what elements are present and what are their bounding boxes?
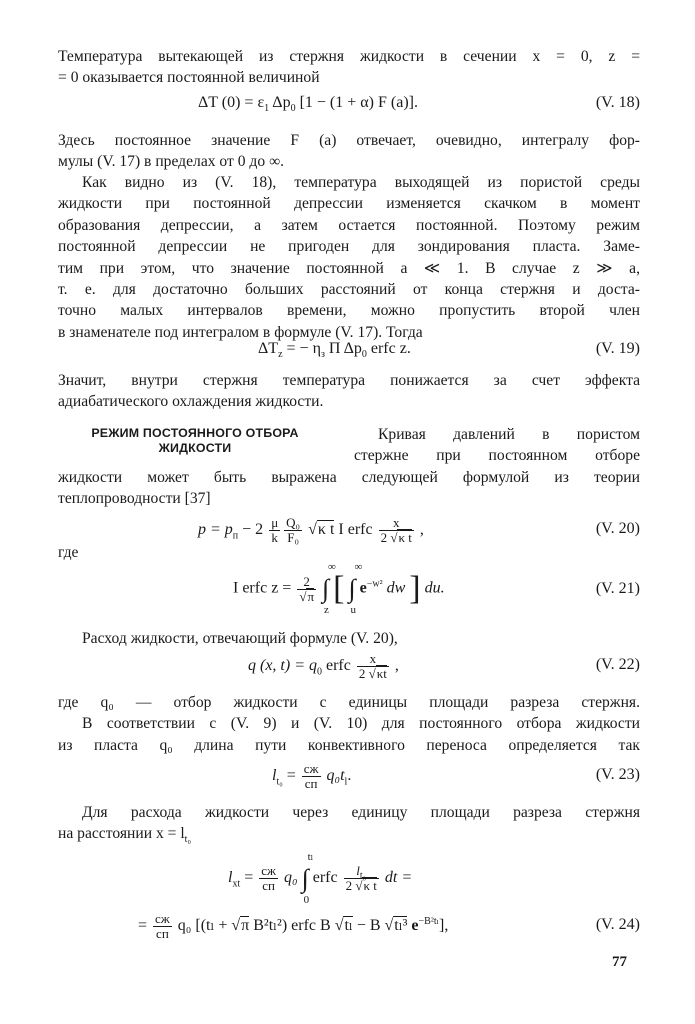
text-line: Температура вытекающей из стержня жидкости в сечении x = 0, z = xyxy=(58,48,640,65)
paragraph-1 xyxy=(58,46,640,89)
text-line: точно малых интервалов времени, можно пропустить второй член xyxy=(58,302,640,320)
equation-number: (V. 22) xyxy=(595,656,640,673)
equation-number: (V. 23) xyxy=(595,766,640,783)
equation-body: $l_{xt}$ = $\frac{cж}{cп}$ q₀ ∫ tₗ 0 erfc $\frac{l_{t_0}}{\text{2 √κ t}}$ dt = xyxy=(228,850,413,906)
text-line: где xyxy=(58,544,79,561)
gde-label xyxy=(58,542,640,563)
text-line: Расход жидкости, отвечающий формуле (V. 20), xyxy=(82,630,398,647)
integral-sign: ∫ tₗ 0 xyxy=(301,850,314,906)
equation-body: = $\frac{cж}{cп}$ q₀ [(tₗ + √π B²tₗ²) erfc B √tₗ − B √tₗ³ $e^{-B^2t_l}$], xyxy=(138,911,449,941)
equation-number: (V. 24) xyxy=(595,916,640,933)
integral-sign: ∫ ∞ z xyxy=(322,561,336,616)
paragraph-7 xyxy=(58,692,640,756)
equation-body: $\Delta T_z$ = − $\eta_з$ Π $\Delta p_0$ erfc z. xyxy=(258,340,411,361)
heading-line: ЖИДКОСТИ xyxy=(158,441,232,455)
equation-body: I erfc z = $\frac{2}{√\pi}$ ∫ ∞ z [ ∫ ∞ u $e^{-w^2}$ dw ] du. xyxy=(233,561,445,616)
text-line: жидкости при постоянной депрессии изменяется скачком в момент xyxy=(58,195,640,213)
equation-body: ΔT $(0) = \varepsilon_1$ $\Delta p_0$ [1 − (1 + α) F (a)]. xyxy=(198,94,418,115)
paragraph-6 xyxy=(58,628,640,649)
equation-v23 xyxy=(58,760,640,798)
text-line: где q₀ — отбор жидкости с единицы площади разреза стержня. xyxy=(58,694,640,711)
text-line: Кривая давлений в пористом xyxy=(378,426,640,443)
equation-v22 xyxy=(58,650,640,690)
equation-body: $p = p_п - 2$ $\frac{\mu}{k}$ $\frac{\text{Q₀}}{\text{F₀}}$ √κ t I erfc $\frac{x}{\text{2 √κ t}}$ , xyxy=(198,515,424,545)
text-line: Как видно из (V. 18), температура выходящей из пористой среды xyxy=(82,174,640,191)
heading-line: РЕЖИМ ПОСТОЯННОГО ОТБОРА xyxy=(91,426,299,440)
page-number: 77 xyxy=(612,954,627,970)
text-line: = 0 оказывается постоянной величиной xyxy=(58,69,320,87)
paragraph-5-side xyxy=(354,424,640,467)
equation-v18 xyxy=(58,94,640,124)
text-line: в знаменателе под интегралом в формуле (V. 17). Тогда xyxy=(58,323,423,341)
text-line: Значит, внутри стержня температура понижается за счет эффекта xyxy=(58,372,640,389)
equation-v21 xyxy=(58,561,640,616)
integral-sign: ∫ ∞ u xyxy=(348,561,363,616)
text-line: адиабатического охлаждения жидкости. xyxy=(58,393,324,411)
equation-number: (V. 21) xyxy=(595,580,640,597)
equation-number: (V. 20) xyxy=(595,520,640,537)
text-line: мулы (V. 17) в пределах от 0 до ∞. xyxy=(58,153,285,171)
equation-number: (V. 18) xyxy=(595,94,640,111)
paragraph-4 xyxy=(58,370,640,413)
equation-body: q (x, $t) = q_0$ erfc $\frac{x}{2 √\kappa t}$ , xyxy=(248,651,399,681)
text-line: на расстоянии $x = l_{t_0}$ xyxy=(58,825,191,846)
equation-v24-line2 xyxy=(58,910,640,950)
equation-v19 xyxy=(58,340,640,370)
text-line: стержне при постоянном отборе xyxy=(354,447,640,465)
text-line: образования депрессии, а затем остается постоянной. Поэтому режим xyxy=(58,216,640,234)
text-line: из пласта q₀ длина пути конвективного переноса определяется так xyxy=(58,736,640,754)
text-line: тим при этом, что значение постоянной a ≪ 1. В случае z ≫ a, xyxy=(58,259,640,277)
text-line: жидкости может быть выражена следующей формулой из теории xyxy=(58,469,640,486)
text-line: В соответствии с (V. 9) и (V. 10) для постоянного отбора жидкости xyxy=(82,715,640,733)
equation-number: (V. 19) xyxy=(595,340,640,357)
equation-v24-line1 xyxy=(58,850,640,906)
section-heading xyxy=(60,426,330,456)
text-line: т. е. для достаточно больших расстояний от конца стержня и доста- xyxy=(58,280,640,298)
text-line: теплопроводности [37] xyxy=(58,490,211,508)
paragraph-2 xyxy=(58,130,640,173)
paragraph-8 xyxy=(58,802,640,845)
text-line: постоянной депрессии не пригоден для зондирования пласта. Заме- xyxy=(58,238,640,256)
equation-body: $l_{t_0}$ = $\frac{cж}{cп}$ $q_0t_l$. xyxy=(272,761,352,791)
text-line: Здесь постоянное значение F (a) отвечает, очевидно, интегралу фор- xyxy=(58,132,640,149)
text-line: Для расхода жидкости через единицу площади разреза стержня xyxy=(82,804,640,821)
paragraph-3 xyxy=(58,172,640,343)
paragraph-5 xyxy=(58,467,640,510)
